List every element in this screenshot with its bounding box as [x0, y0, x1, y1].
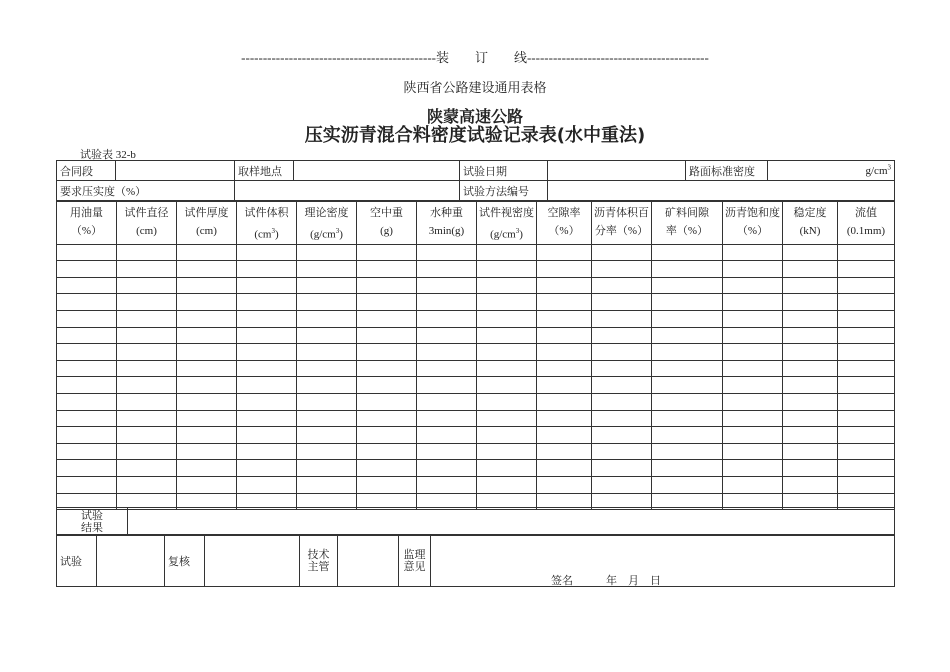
data-cell[interactable]	[477, 427, 537, 444]
col-thickness: 试件厚度 (cm)	[177, 202, 237, 245]
data-cell[interactable]	[477, 294, 537, 311]
data-cell[interactable]	[57, 410, 117, 427]
data-cell[interactable]	[57, 261, 117, 278]
data-cell[interactable]	[537, 344, 592, 361]
col-asphalt-volume: 沥青体积百 分率（%）	[592, 202, 652, 245]
data-cell[interactable]	[477, 344, 537, 361]
tech-lead-label: 技术主管	[300, 535, 338, 587]
data-cell[interactable]	[783, 261, 838, 278]
data-cell[interactable]	[57, 327, 117, 344]
data-cell[interactable]	[237, 294, 297, 311]
data-cell[interactable]	[417, 261, 477, 278]
data-cell[interactable]	[357, 277, 417, 294]
data-cell[interactable]	[537, 244, 592, 261]
col-vma: 矿料间隙 率（%）	[652, 202, 723, 245]
data-cell[interactable]	[477, 261, 537, 278]
data-cell[interactable]	[357, 443, 417, 460]
col-theoretical-density: 理论密度 $(g/cm^3)$	[297, 202, 357, 245]
binding-line: ---------------------------------------------装 订 线------------------------------------------	[241, 50, 709, 65]
table-row	[57, 377, 895, 394]
data-cell[interactable]	[297, 443, 357, 460]
data-cell[interactable]	[237, 394, 297, 411]
data-cell[interactable]	[838, 360, 895, 377]
data-cell[interactable]	[652, 410, 723, 427]
data-cell[interactable]	[57, 427, 117, 444]
data-cell[interactable]	[723, 360, 783, 377]
data-cell[interactable]	[477, 377, 537, 394]
data-cell[interactable]	[297, 460, 357, 477]
table-row	[57, 443, 895, 460]
data-cell[interactable]	[237, 476, 297, 493]
data-cell[interactable]	[783, 244, 838, 261]
col-void-ratio: 空隙率 （%）	[537, 202, 592, 245]
data-cell[interactable]	[537, 277, 592, 294]
table-row	[57, 410, 895, 427]
data-cell[interactable]	[357, 311, 417, 328]
data-cell[interactable]	[723, 344, 783, 361]
header-row	[57, 202, 895, 245]
data-cell[interactable]	[177, 244, 237, 261]
data-cell[interactable]	[237, 344, 297, 361]
data-cell[interactable]	[297, 261, 357, 278]
sign-table	[56, 534, 895, 587]
data-cell[interactable]	[417, 394, 477, 411]
data-cell[interactable]	[592, 360, 652, 377]
data-cell[interactable]	[537, 261, 592, 278]
data-cell[interactable]	[297, 394, 357, 411]
std-density-unit: $g/cm^3$	[865, 163, 891, 178]
data-cell[interactable]	[723, 460, 783, 477]
form-title: 压实沥青混合料密度试验记录表(水中重法)	[304, 125, 646, 146]
data-cell[interactable]	[417, 327, 477, 344]
data-cell[interactable]	[783, 344, 838, 361]
data-cell[interactable]	[537, 360, 592, 377]
data-cell[interactable]	[783, 460, 838, 477]
data-cell[interactable]	[57, 344, 117, 361]
data-cell[interactable]	[57, 460, 117, 477]
data-cell[interactable]	[297, 476, 357, 493]
req-compaction-field[interactable]	[235, 181, 460, 201]
data-cell[interactable]	[592, 427, 652, 444]
data-cell[interactable]	[652, 294, 723, 311]
col-air-weight: 空中重 (g)	[357, 202, 417, 245]
data-cell[interactable]	[57, 244, 117, 261]
data-cell[interactable]	[652, 311, 723, 328]
data-cell[interactable]	[417, 460, 477, 477]
data-cell[interactable]	[237, 377, 297, 394]
data-cell[interactable]	[417, 476, 477, 493]
data-cell[interactable]	[177, 394, 237, 411]
data-cell[interactable]	[592, 460, 652, 477]
data-cell[interactable]	[357, 244, 417, 261]
data-cell[interactable]	[297, 327, 357, 344]
data-cell[interactable]	[838, 377, 895, 394]
data-cell[interactable]	[357, 476, 417, 493]
data-cell[interactable]	[783, 277, 838, 294]
data-cell[interactable]	[177, 360, 237, 377]
data-cell[interactable]	[417, 277, 477, 294]
data-cell[interactable]	[838, 327, 895, 344]
tester-label: 试验	[57, 535, 97, 587]
info-table	[56, 160, 895, 201]
data-cell[interactable]	[592, 277, 652, 294]
data-cell[interactable]	[592, 311, 652, 328]
data-cell[interactable]	[117, 277, 177, 294]
data-cell[interactable]	[477, 443, 537, 460]
data-cell[interactable]	[297, 410, 357, 427]
form-series: 陕西省公路建设通用表格	[403, 80, 547, 95]
data-cell[interactable]	[838, 460, 895, 477]
data-cell[interactable]	[297, 311, 357, 328]
data-cell[interactable]	[117, 476, 177, 493]
data-cell[interactable]	[177, 377, 237, 394]
data-cell[interactable]	[117, 377, 177, 394]
data-cell[interactable]	[417, 427, 477, 444]
data-cell[interactable]	[57, 277, 117, 294]
table-row	[57, 327, 895, 344]
data-cell[interactable]	[417, 377, 477, 394]
data-cell[interactable]	[477, 476, 537, 493]
data-cell[interactable]	[57, 294, 117, 311]
data-cell[interactable]	[838, 344, 895, 361]
data-cell[interactable]	[417, 294, 477, 311]
tester-field[interactable]	[97, 535, 165, 587]
data-cell[interactable]	[537, 377, 592, 394]
data-cell[interactable]	[237, 327, 297, 344]
data-cell[interactable]	[417, 244, 477, 261]
data-cell[interactable]	[537, 394, 592, 411]
data-cell[interactable]	[592, 443, 652, 460]
data-cell[interactable]	[652, 327, 723, 344]
data-cell[interactable]	[177, 427, 237, 444]
data-cell[interactable]	[117, 460, 177, 477]
table-row	[57, 294, 895, 311]
data-cell[interactable]	[652, 460, 723, 477]
table-row	[57, 360, 895, 377]
sampling-label: 取样地点	[235, 161, 294, 181]
data-cell[interactable]	[838, 427, 895, 444]
data-table	[56, 201, 895, 510]
data-cell[interactable]	[357, 261, 417, 278]
data-cell[interactable]	[838, 410, 895, 427]
data-cell[interactable]	[417, 410, 477, 427]
data-cell[interactable]	[652, 394, 723, 411]
data-cell[interactable]	[237, 311, 297, 328]
table-row	[57, 277, 895, 294]
supervisor-field[interactable]	[431, 535, 895, 587]
data-cell[interactable]	[783, 443, 838, 460]
data-cell[interactable]	[57, 476, 117, 493]
data-cell[interactable]	[297, 344, 357, 361]
test-date-field[interactable]	[548, 161, 686, 181]
data-cell[interactable]	[177, 327, 237, 344]
data-cell[interactable]	[117, 360, 177, 377]
data-cell[interactable]	[783, 394, 838, 411]
data-cell[interactable]	[57, 394, 117, 411]
data-cell[interactable]	[417, 443, 477, 460]
supervisor-label: 监理意见	[399, 535, 431, 587]
data-cell[interactable]	[652, 443, 723, 460]
data-cell[interactable]	[537, 443, 592, 460]
col-flow: 流值 (0.1mm)	[838, 202, 895, 245]
data-cell[interactable]	[417, 311, 477, 328]
data-cell[interactable]	[117, 244, 177, 261]
data-cell[interactable]	[117, 443, 177, 460]
result-table	[56, 507, 895, 536]
data-cell[interactable]	[537, 427, 592, 444]
data-cell[interactable]	[177, 460, 237, 477]
data-cell[interactable]	[592, 394, 652, 411]
table-row	[57, 244, 895, 261]
data-cell[interactable]	[723, 261, 783, 278]
data-cell[interactable]	[357, 360, 417, 377]
data-cell[interactable]	[57, 311, 117, 328]
data-cell[interactable]	[723, 427, 783, 444]
data-cell[interactable]	[783, 410, 838, 427]
data-cell[interactable]	[723, 410, 783, 427]
data-cell[interactable]	[783, 327, 838, 344]
data-cell[interactable]	[357, 427, 417, 444]
data-cell[interactable]	[177, 261, 237, 278]
data-cell[interactable]	[723, 377, 783, 394]
col-apparent-density: 试件视密度 $(g/cm^3)$	[477, 202, 537, 245]
data-cell[interactable]	[117, 261, 177, 278]
table-row	[57, 261, 895, 278]
data-cell[interactable]	[417, 360, 477, 377]
data-cell[interactable]	[592, 261, 652, 278]
data-cell[interactable]	[177, 344, 237, 361]
data-cell[interactable]	[783, 476, 838, 493]
reviewer-field[interactable]	[205, 535, 300, 587]
data-cell[interactable]	[592, 244, 652, 261]
data-cell[interactable]	[357, 344, 417, 361]
data-cell[interactable]	[652, 261, 723, 278]
data-cell[interactable]	[592, 294, 652, 311]
data-cell[interactable]	[783, 311, 838, 328]
data-cell[interactable]	[57, 377, 117, 394]
table-row	[57, 344, 895, 361]
reviewer-label: 复核	[165, 535, 205, 587]
data-cell[interactable]	[537, 460, 592, 477]
data-cell[interactable]	[237, 427, 297, 444]
data-cell[interactable]	[537, 410, 592, 427]
data-cell[interactable]	[838, 311, 895, 328]
std-density-label: 路面标准密度	[686, 161, 768, 181]
data-cell[interactable]	[838, 294, 895, 311]
data-cell[interactable]	[537, 294, 592, 311]
data-cell[interactable]	[592, 327, 652, 344]
data-cell[interactable]	[237, 460, 297, 477]
data-cell[interactable]	[723, 327, 783, 344]
data-cell[interactable]	[117, 427, 177, 444]
table-row	[57, 427, 895, 444]
data-cell[interactable]	[237, 360, 297, 377]
data-cell[interactable]	[357, 460, 417, 477]
contract-field[interactable]	[116, 161, 235, 181]
data-cell[interactable]	[237, 410, 297, 427]
col-saturation: 沥青饱和度 （%）	[723, 202, 783, 245]
data-cell[interactable]	[592, 377, 652, 394]
col-oil: 用油量 （%）	[57, 202, 117, 245]
data-cell[interactable]	[652, 377, 723, 394]
contract-label: 合同段	[57, 161, 116, 181]
data-cell[interactable]	[237, 261, 297, 278]
data-cell[interactable]	[723, 476, 783, 493]
data-cell[interactable]	[117, 344, 177, 361]
data-cell[interactable]	[723, 311, 783, 328]
data-cell[interactable]	[477, 410, 537, 427]
data-cell[interactable]	[177, 277, 237, 294]
data-cell[interactable]	[723, 277, 783, 294]
data-cell[interactable]	[477, 460, 537, 477]
data-cell[interactable]	[783, 360, 838, 377]
data-cell[interactable]	[177, 443, 237, 460]
data-cell[interactable]	[297, 294, 357, 311]
req-compaction-label: 要求压实度（%）	[57, 181, 235, 201]
data-cell[interactable]	[357, 410, 417, 427]
data-cell[interactable]	[57, 360, 117, 377]
result-label: 试验 结果	[57, 508, 128, 536]
result-field[interactable]	[128, 508, 895, 536]
data-cell[interactable]	[477, 311, 537, 328]
data-cell[interactable]	[723, 294, 783, 311]
data-cell[interactable]	[477, 394, 537, 411]
data-cell[interactable]	[477, 327, 537, 344]
data-cell[interactable]	[652, 360, 723, 377]
col-volume: 试件体积 $(cm^3)$	[237, 202, 297, 245]
data-cell[interactable]	[177, 476, 237, 493]
data-cell[interactable]	[723, 394, 783, 411]
table-row	[57, 311, 895, 328]
data-cell[interactable]	[237, 277, 297, 294]
data-cell[interactable]	[297, 277, 357, 294]
data-cell[interactable]	[477, 244, 537, 261]
col-diameter: 试件直径 (cm)	[117, 202, 177, 245]
data-cell[interactable]	[783, 377, 838, 394]
data-cell[interactable]	[592, 344, 652, 361]
data-cell[interactable]	[537, 476, 592, 493]
data-cell[interactable]	[783, 427, 838, 444]
data-cell[interactable]	[237, 443, 297, 460]
form-number: 试验表 32-b	[80, 149, 136, 161]
col-water-weight: 水种重 3min(g)	[417, 202, 477, 245]
method-no-label: 试验方法编号	[460, 181, 548, 201]
data-cell[interactable]	[357, 394, 417, 411]
test-date-label: 试验日期	[460, 161, 548, 181]
data-cell[interactable]	[838, 394, 895, 411]
table-row	[57, 476, 895, 493]
data-cell[interactable]	[477, 277, 537, 294]
data-cell[interactable]	[783, 294, 838, 311]
data-cell[interactable]	[297, 244, 357, 261]
data-cell[interactable]	[417, 344, 477, 361]
data-cell[interactable]	[117, 394, 177, 411]
data-cell[interactable]	[838, 443, 895, 460]
data-cell[interactable]	[652, 244, 723, 261]
data-cell[interactable]	[237, 244, 297, 261]
data-cell[interactable]	[477, 360, 537, 377]
data-cell[interactable]	[357, 294, 417, 311]
data-cell[interactable]	[177, 294, 237, 311]
data-cell[interactable]	[297, 427, 357, 444]
data-cell[interactable]	[652, 277, 723, 294]
table-row	[57, 460, 895, 477]
data-cell[interactable]	[838, 261, 895, 278]
data-cell[interactable]	[838, 476, 895, 493]
data-cell[interactable]	[838, 277, 895, 294]
data-cell[interactable]	[297, 360, 357, 377]
method-no-field[interactable]	[548, 181, 895, 201]
data-cell[interactable]	[723, 443, 783, 460]
sampling-field[interactable]	[294, 161, 460, 181]
data-cell[interactable]	[537, 327, 592, 344]
data-cell[interactable]	[357, 327, 417, 344]
data-cell[interactable]	[117, 294, 177, 311]
data-cell[interactable]	[57, 443, 117, 460]
data-cell[interactable]	[177, 311, 237, 328]
data-cell[interactable]	[838, 244, 895, 261]
col-stability: 稳定度 (kN)	[783, 202, 838, 245]
data-cell[interactable]	[652, 427, 723, 444]
data-cell[interactable]	[117, 410, 177, 427]
data-cell[interactable]	[592, 476, 652, 493]
data-cell[interactable]	[652, 344, 723, 361]
data-cell[interactable]	[652, 476, 723, 493]
data-cell[interactable]	[177, 410, 237, 427]
std-density-field[interactable]	[768, 161, 895, 181]
table-row	[57, 394, 895, 411]
project-name: 陕蒙高速公路	[426, 107, 523, 126]
data-cell[interactable]	[117, 327, 177, 344]
signature-line: 签名 年 月 日	[551, 575, 661, 587]
data-cell[interactable]	[592, 410, 652, 427]
data-cell[interactable]	[357, 377, 417, 394]
data-cell[interactable]	[537, 311, 592, 328]
tech-lead-field[interactable]	[338, 535, 399, 587]
data-cell[interactable]	[723, 244, 783, 261]
data-cell[interactable]	[117, 311, 177, 328]
data-cell[interactable]	[297, 377, 357, 394]
